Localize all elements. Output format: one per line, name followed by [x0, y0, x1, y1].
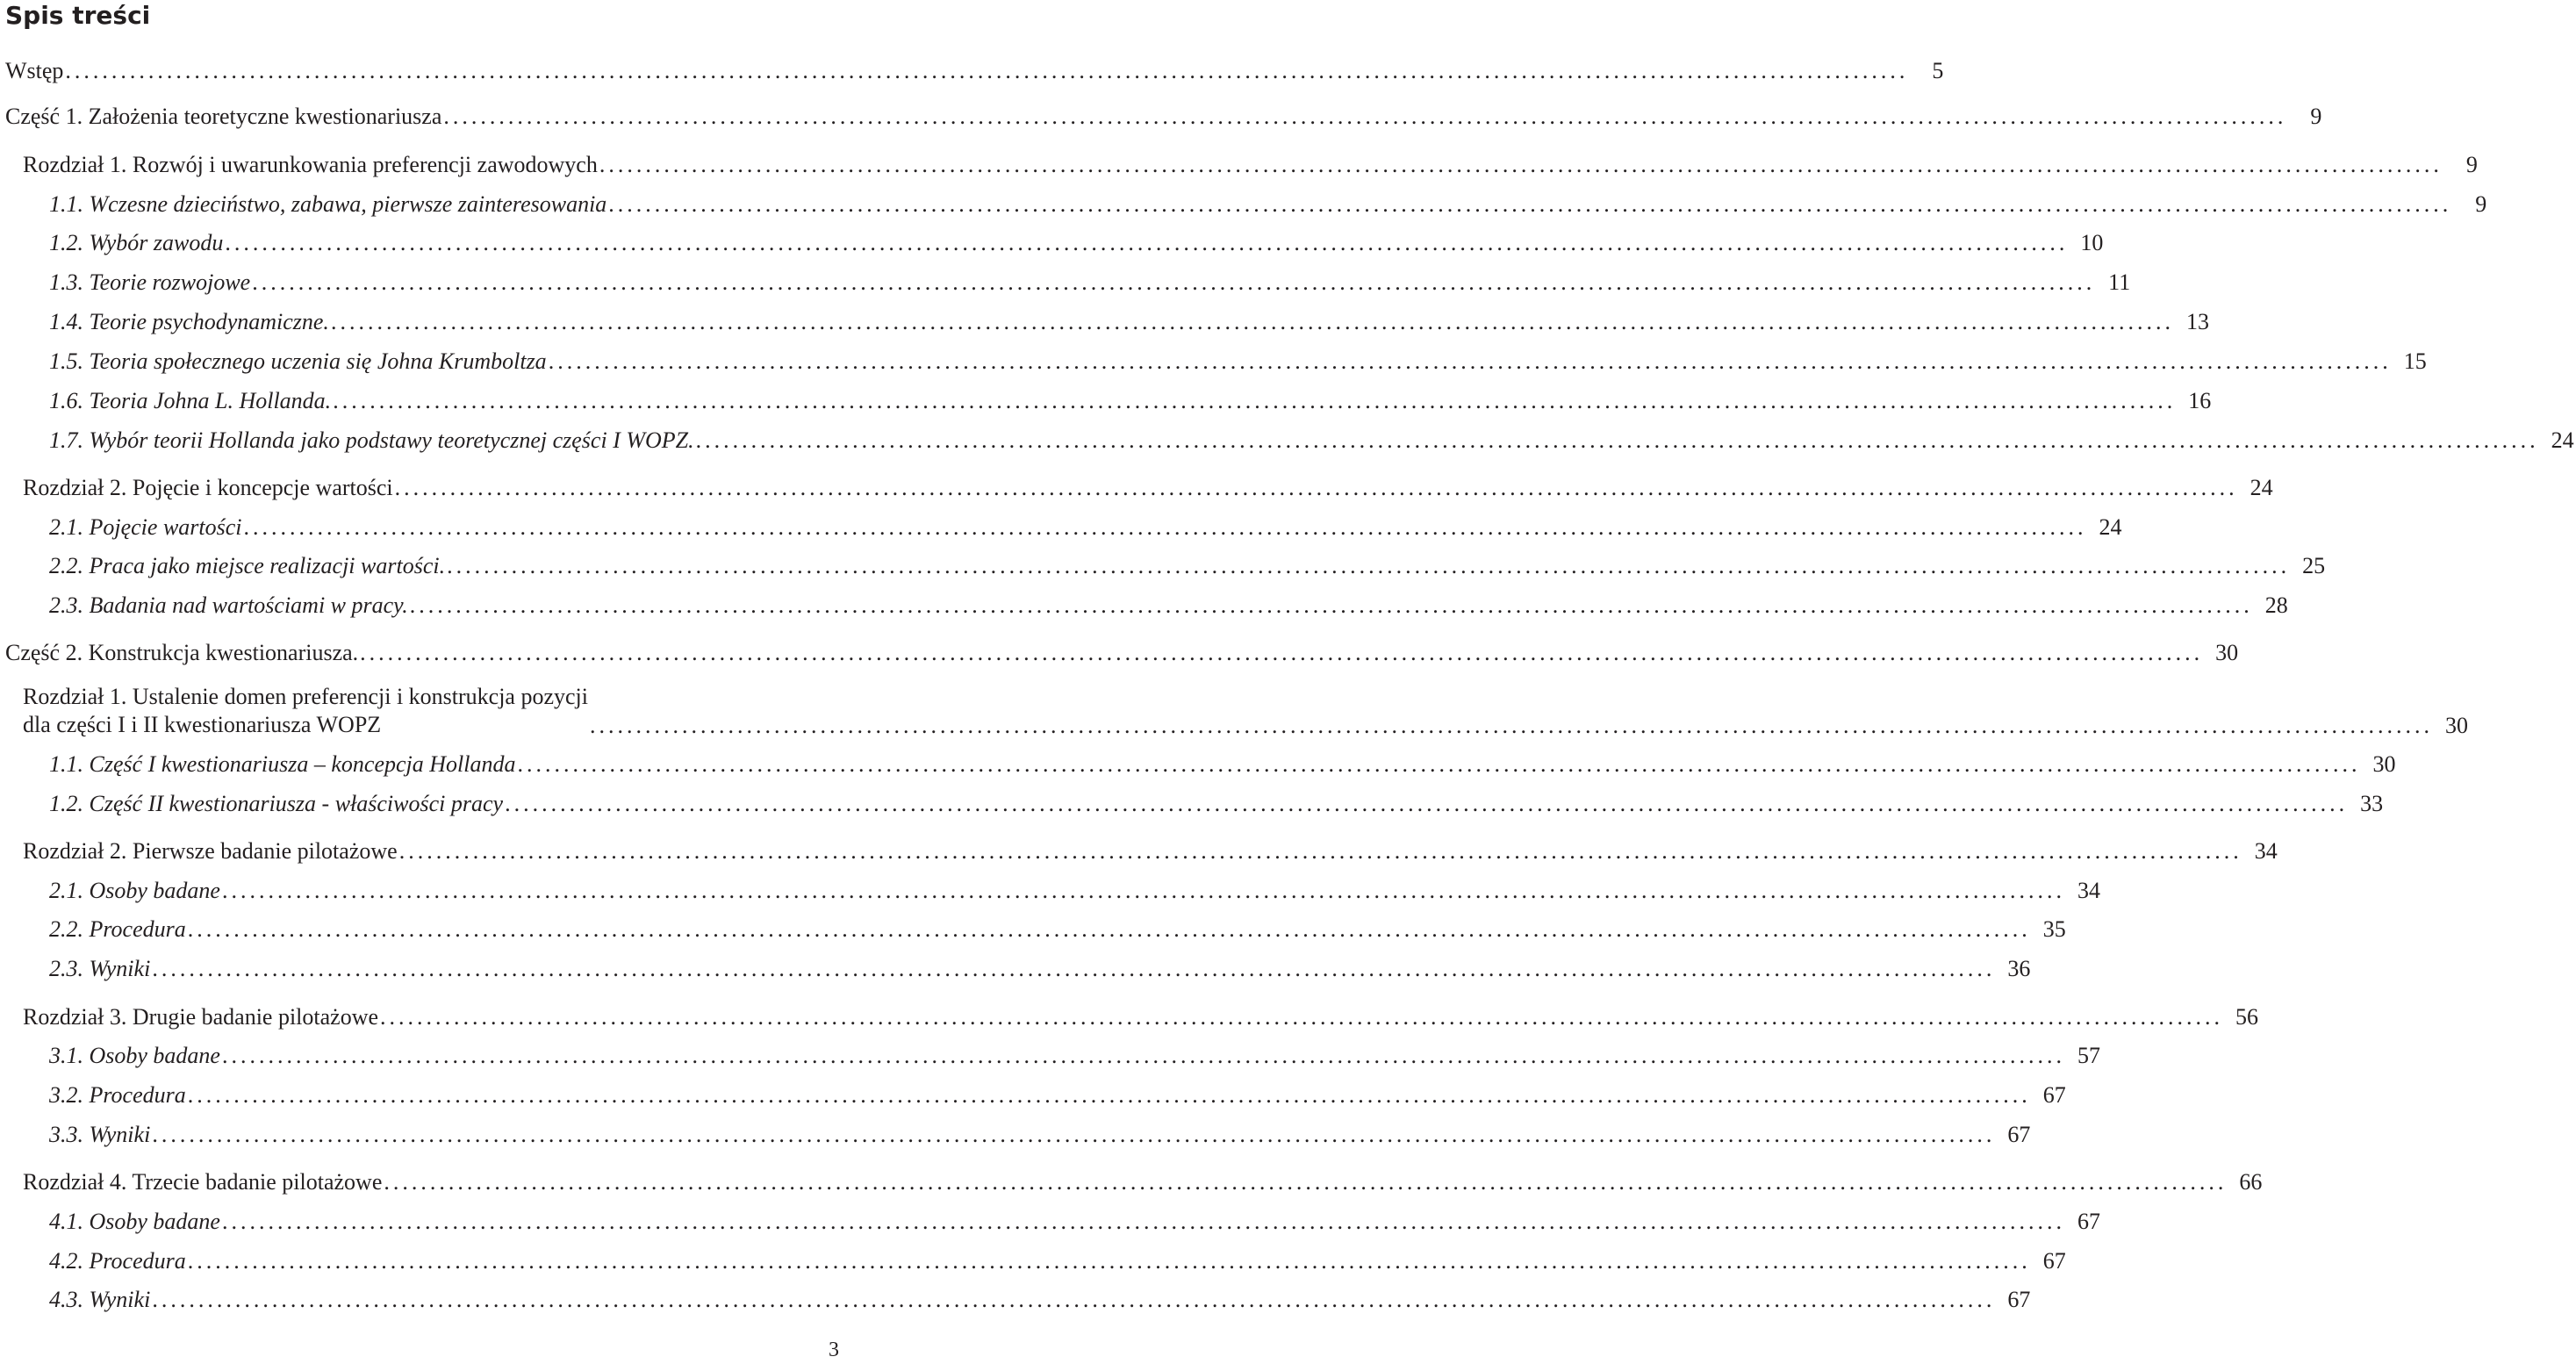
toc-entry-line	[49, 956, 2031, 982]
toc-entry[interactable]	[0, 751, 2396, 778]
toc-entry-page: 24	[2551, 427, 2574, 453]
toc-entry-page: 24	[2250, 475, 2273, 500]
toc-entry-line	[49, 1122, 2031, 1148]
toc-entry-title: Część 2. Konstrukcja kwestionariusza.	[5, 640, 359, 665]
dot-leader: ........................................................................................................................................................................................................	[221, 878, 2065, 903]
dot-leader: ........................................................................................................................................................................................................	[517, 751, 2361, 777]
dot-leader: ........................................................................................................................................................................................................	[152, 956, 1996, 981]
toc-entry-line	[49, 751, 2396, 778]
dot-leader: ........................................................................................................................................................................................................	[333, 388, 2177, 413]
toc-entry[interactable]	[0, 104, 2322, 130]
dot-leader: ........................................................................................................................................................................................................	[384, 1169, 2228, 1195]
dot-leader: ........................................................................................................................................................................................................	[695, 427, 2539, 453]
toc-entry-page: 5	[1932, 58, 1944, 83]
dot-leader: ........................................................................................................................................................................................................	[394, 475, 2238, 500]
toc-entry-title: 1.2. Część II kwestionariusza - właściwości pracy	[49, 791, 504, 816]
toc-entry-line	[49, 916, 2066, 943]
dot-leader: ........................................................................................................................................................................................................	[590, 713, 2433, 738]
dot-leader: ........................................................................................................................................................................................................	[608, 191, 2452, 217]
toc-entry-page: 33	[2360, 791, 2384, 816]
toc-entry[interactable]	[0, 1043, 2100, 1069]
dot-leader: ........................................................................................................................................................................................................	[187, 916, 2031, 942]
toc-entry[interactable]	[0, 838, 2278, 865]
dot-leader: ........................................................................................................................................................................................................	[65, 58, 1909, 83]
toc-entry-page: 66	[2239, 1169, 2263, 1195]
toc-entry-title: 1.2. Wybór zawodu	[49, 230, 224, 255]
toc-entry[interactable]	[0, 309, 2209, 335]
toc-entry-title: 1.3. Teorie rozwojowe	[49, 269, 251, 295]
toc-entry-title: 2.3. Wyniki	[49, 956, 151, 981]
toc-entry-title: Rozdział 1. Rozwój i uwarunkowania preferencji zawodowych	[23, 152, 598, 177]
toc-entry-page: 35	[2042, 916, 2066, 942]
dot-leader: ........................................................................................................................................................................................................	[548, 348, 2392, 374]
dot-leader: ........................................................................................................................................................................................................	[380, 1004, 2224, 1030]
dot-leader: ........................................................................................................................................................................................................	[221, 1209, 2065, 1234]
page-number: 3	[829, 1339, 839, 1361]
toc-entry-page: 16	[2188, 388, 2212, 413]
toc-entry-title: 1.6. Teoria Johna L. Hollanda.	[49, 388, 332, 413]
toc-entry-line	[49, 388, 2212, 414]
toc-entry-page: 67	[2042, 1082, 2066, 1108]
toc-entry-line	[49, 592, 2288, 619]
toc-entry-line	[23, 838, 2278, 865]
toc-entry[interactable]	[0, 681, 2468, 739]
toc-entry[interactable]	[0, 1169, 2263, 1195]
toc-entry-line	[5, 104, 2322, 130]
dot-leader: ........................................................................................................................................................................................................	[252, 269, 2096, 295]
toc-entry-title: 1.4. Teorie psychodynamiczne.	[49, 309, 329, 334]
toc-entry-title: Rozdział 1. Ustalenie domen preferencji i konstrukcja pozycji dla części I i II kwestionariusza WOPZ	[23, 684, 588, 737]
toc-entry-page: 9	[2465, 152, 2478, 177]
toc-entry-line	[23, 152, 2478, 178]
toc-entry-line	[49, 1043, 2100, 1069]
toc-entry-title: 2.2. Praca jako miejsce realizacji wartości.	[49, 553, 446, 578]
toc-entry-title: 1.1. Wczesne dzieciństwo, zabawa, pierwsze zainteresowania	[49, 191, 607, 217]
toc-entry-line	[49, 1082, 2066, 1109]
toc-entry-line	[49, 553, 2326, 579]
toc-entry-line	[49, 791, 2384, 817]
toc-entry[interactable]	[0, 916, 2066, 943]
toc-entry-page: 11	[2108, 269, 2131, 295]
toc-entry[interactable]	[0, 388, 2212, 414]
toc-entry-page: 67	[2077, 1209, 2100, 1234]
toc-entry-title: 4.2. Procedura	[49, 1248, 186, 1274]
dot-leader: ........................................................................................................................................................................................................	[360, 640, 2204, 665]
dot-leader: ........................................................................................................................................................................................................	[221, 1043, 2065, 1068]
toc-entry-title: Rozdział 2. Pierwsze badanie pilotażowe	[23, 838, 398, 864]
toc-entry-title: 3.2. Procedura	[49, 1082, 186, 1108]
toc-entry[interactable]	[0, 640, 2239, 666]
toc-entry-page: 13	[2185, 309, 2209, 334]
toc-entry[interactable]	[0, 152, 2478, 178]
toc-entry-line	[49, 1248, 2066, 1274]
toc-entry[interactable]	[0, 1209, 2100, 1235]
toc-entry-title: 2.1. Osoby badane	[49, 878, 220, 903]
toc-entry[interactable]	[0, 553, 2326, 579]
toc-entry-title: 2.2. Procedura	[49, 916, 186, 942]
toc-entry-title: 4.1. Osoby badane	[49, 1209, 220, 1234]
toc-entry-line	[49, 348, 2427, 375]
toc-entry-page: 34	[2254, 838, 2278, 864]
toc-entry-line	[23, 683, 2468, 739]
toc-entry-line	[49, 269, 2131, 296]
toc-entry-title: Część 1. Założenia teoretyczne kwestionariusza	[5, 104, 442, 129]
toc-entry[interactable]	[0, 592, 2288, 619]
toc-entry[interactable]	[0, 1004, 2259, 1030]
toc-entry-line	[23, 475, 2273, 501]
toc-entry-page: 34	[2077, 878, 2100, 903]
toc-entry[interactable]	[0, 269, 2131, 296]
toc-entry-line	[23, 1169, 2263, 1195]
toc-entry-line	[49, 1287, 2031, 1313]
dot-leader: ........................................................................................................................................................................................................	[443, 104, 2287, 129]
dot-leader: ........................................................................................................................................................................................................	[447, 553, 2291, 578]
dot-leader: ........................................................................................................................................................................................................	[599, 152, 2443, 177]
toc-entry-page: 25	[2302, 553, 2326, 578]
toc-entry[interactable]	[0, 1248, 2066, 1274]
toc-entry-page: 30	[2445, 713, 2468, 738]
toc-entry-title: 1.5. Teoria społecznego uczenia się Johna Krumboltza	[49, 348, 547, 374]
toc-entry-page: 10	[2080, 230, 2104, 255]
toc-entry-line	[49, 309, 2209, 335]
toc-entry-page: 15	[2403, 348, 2427, 374]
dot-leader: ........................................................................................................................................................................................................	[398, 838, 2242, 864]
page-title: Spis treści	[5, 1, 151, 30]
dot-leader: ........................................................................................................................................................................................................	[152, 1122, 1996, 1147]
toc-entry-page: 67	[2007, 1287, 2031, 1312]
toc-entry-line	[49, 514, 2122, 541]
toc-entry[interactable]	[0, 1122, 2031, 1148]
toc-entry-line	[49, 191, 2487, 218]
toc-entry[interactable]	[0, 791, 2384, 817]
toc-entry-title: 2.1. Pojęcie wartości	[49, 514, 242, 540]
toc-entry-page: 30	[2215, 640, 2239, 665]
toc-entry-line	[49, 230, 2104, 256]
toc-entry-title: Rozdział 2. Pojęcie i koncepcje wartości	[23, 475, 393, 500]
toc-entry-page: 67	[2042, 1248, 2066, 1274]
toc-entry-line	[5, 640, 2239, 666]
toc-entry-line	[49, 1209, 2100, 1235]
toc-entry[interactable]	[0, 1287, 2031, 1313]
dot-leader: ........................................................................................................................................................................................................	[243, 514, 2087, 540]
toc-entry-title: 1.1. Część I kwestionariusza – koncepcja Hollanda	[49, 751, 516, 777]
toc-entry-title: Rozdział 3. Drugie badanie pilotażowe	[23, 1004, 379, 1030]
toc-entry[interactable]	[0, 427, 2574, 454]
toc-entry-line	[49, 427, 2574, 454]
toc-entry[interactable]	[0, 58, 1944, 84]
dot-leader: ........................................................................................................................................................................................................	[152, 1287, 1996, 1312]
toc-entry-page: 57	[2077, 1043, 2100, 1068]
toc-entry-page: 56	[2235, 1004, 2259, 1030]
toc-entry-line	[5, 58, 1944, 84]
toc-entry[interactable]	[0, 348, 2427, 375]
toc-entry-title: 4.3. Wyniki	[49, 1287, 151, 1312]
toc-entry-page: 30	[2372, 751, 2396, 777]
dot-leader: ........................................................................................................................................................................................................	[225, 230, 2069, 255]
dot-leader: ........................................................................................................................................................................................................	[330, 309, 2174, 334]
dot-leader: ........................................................................................................................................................................................................	[187, 1248, 2031, 1274]
toc-entry-page: 36	[2007, 956, 2031, 981]
toc-entry[interactable]	[0, 1082, 2066, 1109]
toc-entry-page: 9	[2310, 104, 2322, 129]
toc-entry-title: Rozdział 4. Trzecie badanie pilotażowe	[23, 1169, 383, 1195]
toc-entry[interactable]	[0, 475, 2273, 501]
dot-leader: ........................................................................................................................................................................................................	[409, 592, 2253, 618]
dot-leader: ........................................................................................................................................................................................................	[187, 1082, 2031, 1108]
toc-entry[interactable]	[0, 191, 2487, 218]
toc-entry-line	[23, 1004, 2259, 1030]
toc-entry[interactable]	[0, 878, 2100, 904]
toc-entry-title: 3.1. Osoby badane	[49, 1043, 220, 1068]
toc-entry-title: 1.7. Wybór teorii Hollanda jako podstawy teoretycznej części I WOPZ.	[49, 427, 694, 453]
toc-entry-title: 2.3. Badania nad wartościami w pracy.	[49, 592, 408, 618]
toc-entry-page: 28	[2264, 592, 2288, 618]
toc-entry-title: 3.3. Wyniki	[49, 1122, 151, 1147]
toc-entry-title: Wstęp	[5, 58, 64, 83]
toc-entry[interactable]	[0, 956, 2031, 982]
toc-entry-page: 9	[2475, 191, 2487, 217]
toc-entry-line	[49, 878, 2100, 904]
toc-entry[interactable]	[0, 230, 2104, 256]
toc-entry-page: 24	[2099, 514, 2122, 540]
toc-entry[interactable]	[0, 514, 2122, 541]
dot-leader: ........................................................................................................................................................................................................	[505, 791, 2349, 816]
toc-entry-page: 67	[2007, 1122, 2031, 1147]
